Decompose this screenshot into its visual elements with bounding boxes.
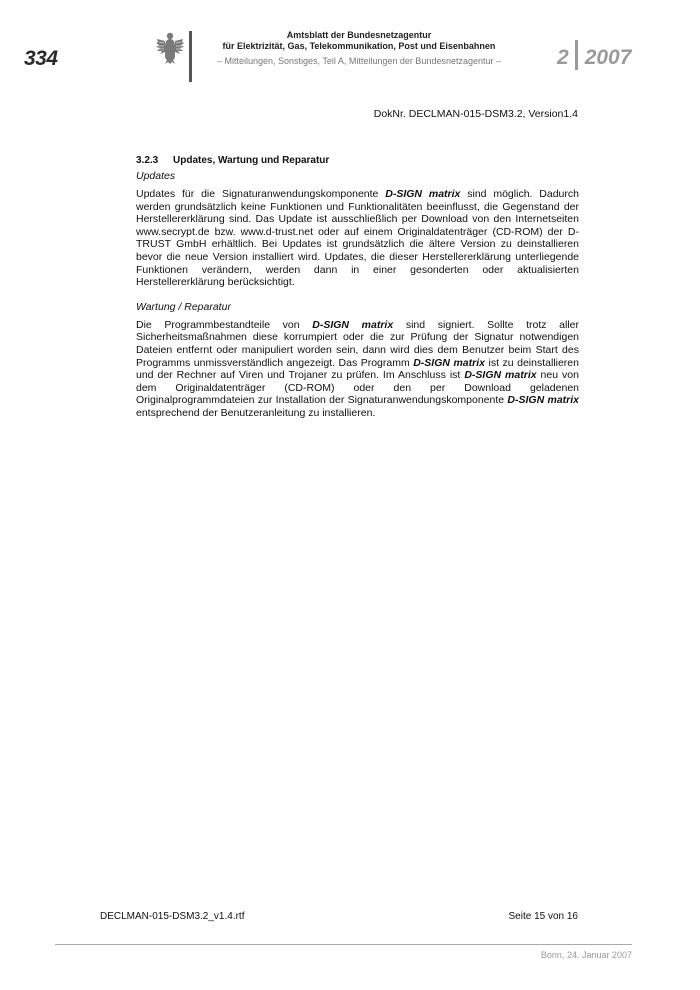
- issue-label: [557, 46, 631, 70]
- product-name: D-SIGN matrix: [385, 188, 461, 200]
- gazette-title-sub: für Elektrizität, Gas, Telekommunikation, Post und Eisenbahnen: [222, 41, 496, 51]
- document-body: [136, 155, 579, 420]
- product-name: D-SIGN matrix: [312, 318, 394, 331]
- issue-number: 2: [557, 46, 569, 69]
- federal-eagle-icon: [155, 30, 185, 64]
- gazette-title: Amtsblatt der Bundesnetzagentur: [286, 30, 432, 40]
- section-title: Updates, Wartung und Reparatur: [173, 155, 330, 166]
- updates-heading: Updates: [136, 170, 176, 182]
- maintenance-paragraph: Die Programmbestandteile von D-SIGN matrix sind signiert. Sollte trotz aller Sicherheitsmaßnahmen diese korrumpiert oder die zur Prüfung der Signatur notwendigen Dateien entfernt oder manipuliert worden sein, dann wird dies dem Benutzer beim Start des Programms unmissverständlich angezeigt. Das Programm D-SIGN matrix ist zu deinstallieren und der Rechner auf Viren und Trojaner zu prüfen. Im Anschluss ist D-SIGN matrix neu von dem Originaldatenträger (CD-ROM) oder den per Download geladenen Originalprogrammdateien zur Installation der Signaturanwendungskomponente D-SIGN matrix entsprechend der Benutzeranleitung zu installieren.: [136, 318, 579, 419]
- footer-divider: [55, 944, 632, 945]
- maintenance-heading: Wartung / Reparatur: [136, 300, 231, 313]
- section-number: 3.2.3: [136, 155, 159, 166]
- issue-year: 2007: [584, 46, 632, 69]
- footer-filename: DECLMAN-015-DSM3.2_v1.4.rtf: [100, 911, 245, 922]
- page-number: 334: [24, 47, 58, 70]
- product-name: D-SIGN matrix: [464, 369, 537, 382]
- header-divider: [189, 31, 192, 82]
- product-name: D-SIGN matrix: [413, 356, 485, 369]
- product-name: D-SIGN matrix: [507, 394, 579, 407]
- footer-page-info: Seite 15 von 16: [508, 911, 578, 922]
- issue-divider: [575, 40, 578, 70]
- updates-paragraph: Updates für die Signaturanwendungskomponente D-SIGN matrix sind möglich. Dadurch werden grundsätzlich keine Funktionen und Funktionalitäten beeinflusst, die Gegenstand der Herstellererklärung sind. Das Update ist ausschließlich per Download von den Internetseiten www.secrypt.de bzw. www.d-trust.net oder auf einem Originaldatenträger (CD-ROM) der D-TRUST GmbH erhältlich. Bei Updates ist grundsätzlich die ältere Version zu deinstallieren bevor die neue Version installiert wird. Updates, die dieser Herstellererklärung unterliegende Funktionen verändern, werden dann in einer gesonderten oder aktualisierten Herstellererklärung berücksichtigt.: [136, 188, 579, 289]
- gazette-subtitle: – Mitteilungen, Sonstiges, Teil A, Mitteilungen der Bundesnetzagentur –: [216, 56, 501, 66]
- section-heading: [136, 155, 579, 166]
- footer-date: Bonn, 24. Januar 2007: [540, 950, 632, 960]
- gazette-header: [196, 30, 522, 69]
- document-reference: DokNr. DECLMAN-015-DSM3.2, Version1.4: [373, 108, 578, 120]
